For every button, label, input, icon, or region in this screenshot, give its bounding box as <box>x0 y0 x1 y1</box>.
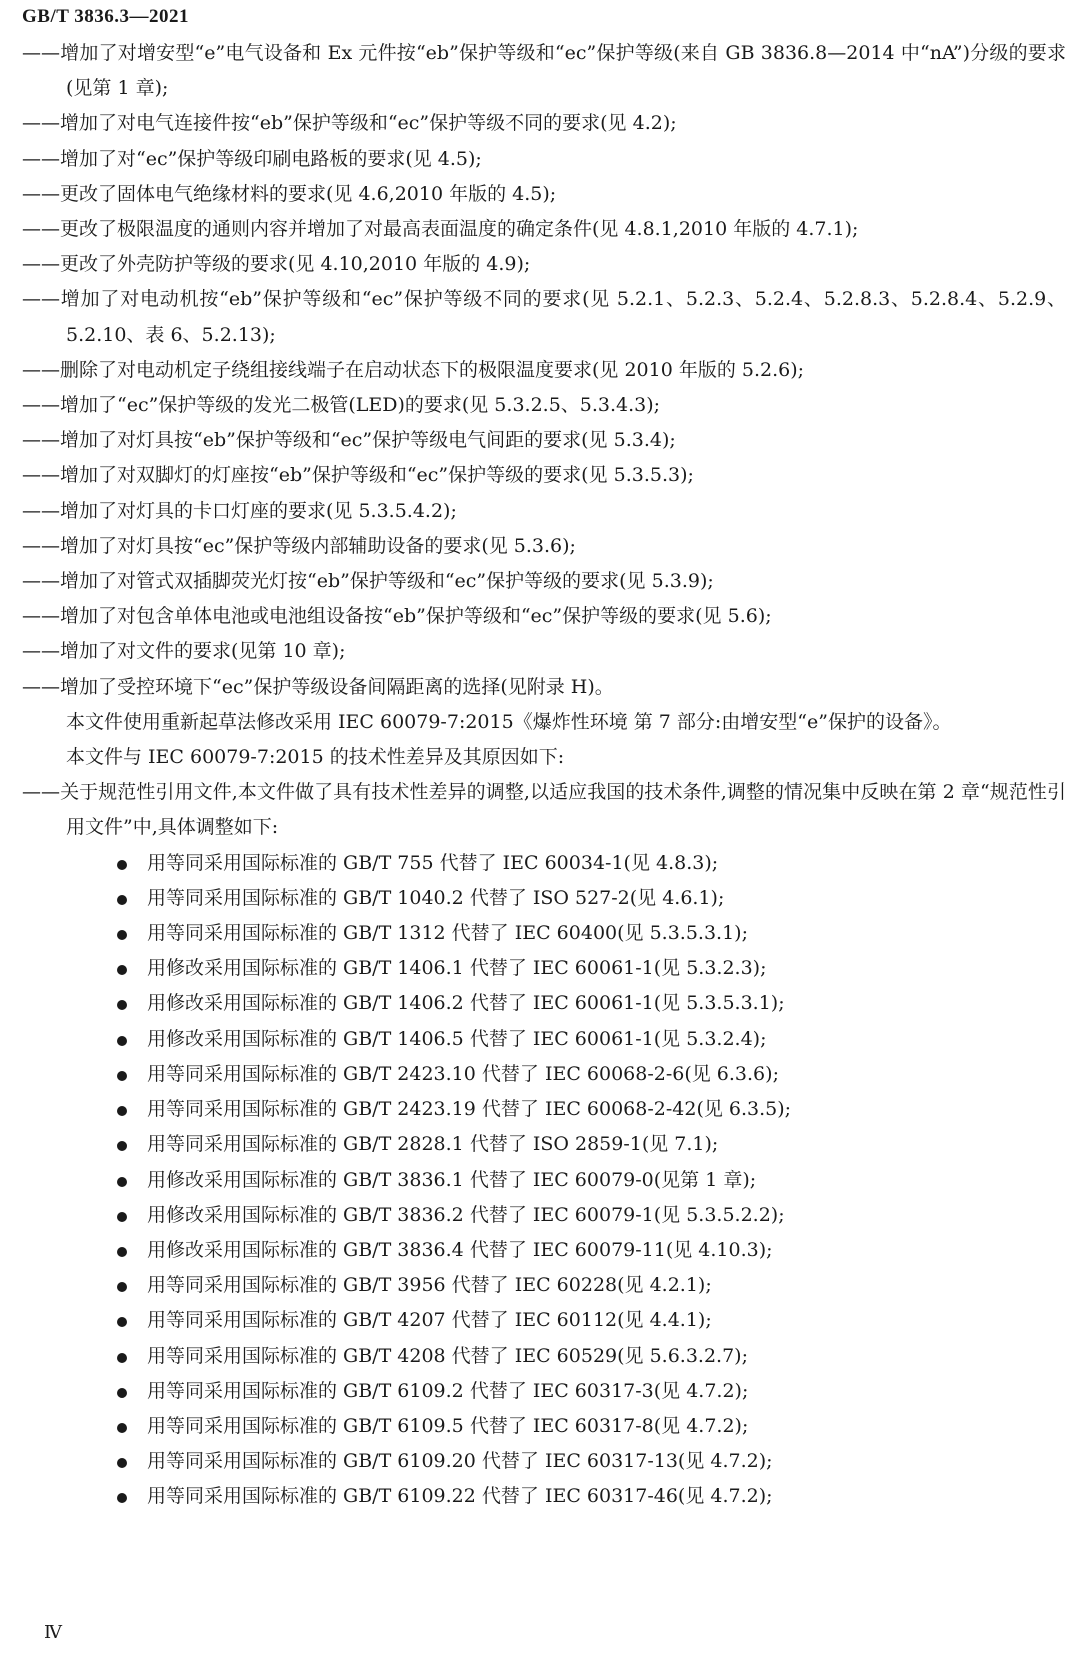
bullet-icon <box>117 860 127 870</box>
bullet-icon <box>117 1212 127 1222</box>
standard-number-header: GB/T 3836.3—2021 <box>22 6 190 27</box>
change-item: ——增加了对灯具按“ec”保护等级内部辅助设备的要求(见 5.3.6); <box>22 534 576 557</box>
reference-item <box>18 1022 1066 1057</box>
reference-text: 用等同采用国际标准的 GB/T 2423.19 代替了 IEC 60068-2-42(见 6.3.5); <box>147 1098 792 1121</box>
reference-item <box>18 1092 1066 1127</box>
reference-text: 用等同采用国际标准的 GB/T 4207 代替了 IEC 60112(见 4.4.1); <box>147 1309 712 1332</box>
adoption-statement: 本文件使用重新起草法修改采用 IEC 60079-7:2015《爆炸性环境 第 7 部分:由增安型“e”保护的设备》。 <box>66 710 952 733</box>
bullet-icon <box>117 1036 127 1046</box>
reference-text: 用修改采用国际标准的 GB/T 3836.1 代替了 IEC 60079-0(见第 1 章); <box>147 1168 757 1191</box>
change-item: ——增加了对包含单体电池或电池组设备按“eb”保护等级和“ec”保护等级的要求(见 5.6); <box>22 605 772 628</box>
reference-item <box>18 1233 1066 1268</box>
bullet-icon <box>117 1317 127 1327</box>
reference-item <box>18 1057 1066 1092</box>
reference-item <box>18 1409 1066 1444</box>
change-item: ——增加了受控环境下“ec”保护等级设备间隔距离的选择(见附录 H)。 <box>22 675 614 698</box>
reference-item <box>18 1268 1066 1303</box>
bullet-icon <box>117 1282 127 1292</box>
page-number: Ⅳ <box>44 1622 62 1642</box>
bullet-icon <box>117 1247 127 1257</box>
reference-item <box>18 1127 1066 1162</box>
bullet-icon <box>117 1388 127 1398</box>
reference-text: 用等同采用国际标准的 GB/T 6109.20 代替了 IEC 60317-13(见 4.7.2); <box>147 1450 773 1473</box>
reference-text: 用等同采用国际标准的 GB/T 3956 代替了 IEC 60228(见 4.2.1); <box>147 1274 712 1297</box>
change-item: ——增加了对电动机按“eb”保护等级和“ec”保护等级不同的要求(见 5.2.1、5.2.3、5.2.4、5.2.8.3、5.2.8.4、5.2.9、5.2.10、表 6、5.2.13); <box>22 288 1066 346</box>
reference-text: 用等同采用国际标准的 GB/T 1312 代替了 IEC 60400(见 5.3.5.3.1); <box>147 922 748 945</box>
reference-item <box>18 1339 1066 1374</box>
change-item: ——更改了外壳防护等级的要求(见 4.10,2010 年版的 4.9); <box>22 253 531 276</box>
reference-item <box>18 916 1066 951</box>
reference-text: 用等同采用国际标准的 GB/T 6109.2 代替了 IEC 60317-3(见 4.7.2); <box>147 1379 749 1402</box>
change-item: ——增加了对增安型“e”电气设备和 Ex 元件按“eb”保护等级和“ec”保护等级(来自 GB 3836.8—2014 中“nA”)分级的要求(见第 1 章); <box>22 42 1066 100</box>
differences-intro: 本文件与 IEC 60079-7:2015 的技术性差异及其原因如下: <box>66 746 565 769</box>
bullet-icon <box>117 930 127 940</box>
references-list <box>18 846 1066 1515</box>
reference-item <box>18 1163 1066 1198</box>
reference-text: 用修改采用国际标准的 GB/T 1406.2 代替了 IEC 60061-1(见 5.3.5.3.1); <box>147 992 785 1015</box>
bullet-icon <box>117 1458 127 1468</box>
reference-item <box>18 986 1066 1021</box>
change-item: ——增加了对管式双插脚荧光灯按“eb”保护等级和“ec”保护等级的要求(见 5.3.9); <box>22 570 714 593</box>
reference-text: 用等同采用国际标准的 GB/T 2828.1 代替了 ISO 2859-1(见 7.1); <box>147 1133 719 1156</box>
reference-item <box>18 846 1066 881</box>
bullet-icon <box>117 1493 127 1503</box>
changes-list <box>18 36 1066 705</box>
reference-item <box>18 1303 1066 1338</box>
reference-item <box>18 1198 1066 1233</box>
reference-text: 用等同采用国际标准的 GB/T 4208 代替了 IEC 60529(见 5.6.3.2.7); <box>147 1344 748 1367</box>
reference-item <box>18 1479 1066 1514</box>
reference-text: 用等同采用国际标准的 GB/T 1040.2 代替了 ISO 527-2(见 4.6.1); <box>147 886 725 909</box>
reference-text: 用修改采用国际标准的 GB/T 1406.5 代替了 IEC 60061-1(见 5.3.2.4); <box>147 1027 767 1050</box>
change-item: ——增加了对灯具按“eb”保护等级和“ec”保护等级电气间距的要求(见 5.3.4); <box>22 429 676 452</box>
reference-item <box>18 1374 1066 1409</box>
change-item: ——增加了对灯具的卡口灯座的要求(见 5.3.5.4.2); <box>22 499 457 522</box>
bullet-icon <box>117 895 127 905</box>
page-content <box>18 36 1066 1515</box>
change-item: ——增加了“ec”保护等级的发光二极管(LED)的要求(见 5.3.2.5、5.3.4.3); <box>22 394 661 417</box>
change-item: ——增加了对电气连接件按“eb”保护等级和“ec”保护等级不同的要求(见 4.2); <box>22 112 677 135</box>
bullet-icon <box>117 1000 127 1010</box>
reference-text: 用修改采用国际标准的 GB/T 1406.1 代替了 IEC 60061-1(见 5.3.2.3); <box>147 957 767 980</box>
bullet-icon <box>117 1071 127 1081</box>
references-intro: ——关于规范性引用文件,本文件做了具有技术性差异的调整,以适应我国的技术条件,调整的情况集中反映在第 2 章“规范性引用文件”中,具体调整如下: <box>22 781 1066 839</box>
bullet-icon <box>117 1353 127 1363</box>
reference-text: 用修改采用国际标准的 GB/T 3836.4 代替了 IEC 60079-11(见 4.10.3); <box>147 1238 773 1261</box>
change-item: ——删除了对电动机定子绕组接线端子在启动状态下的极限温度要求(见 2010 年版的 5.2.6); <box>22 358 805 381</box>
change-item: ——增加了对双脚灯的灯座按“eb”保护等级和“ec”保护等级的要求(见 5.3.5.3); <box>22 464 694 487</box>
reference-item <box>18 881 1066 916</box>
reference-text: 用等同采用国际标准的 GB/T 2423.10 代替了 IEC 60068-2-6(见 6.3.6); <box>147 1062 779 1085</box>
bullet-icon <box>117 1423 127 1433</box>
reference-text: 用等同采用国际标准的 GB/T 6109.22 代替了 IEC 60317-46(见 4.7.2); <box>147 1485 773 1508</box>
change-item: ——更改了极限温度的通则内容并增加了对最高表面温度的确定条件(见 4.8.1,2010 年版的 4.7.1); <box>22 218 859 241</box>
bullet-icon <box>117 965 127 975</box>
change-item: ——更改了固体电气绝缘材料的要求(见 4.6,2010 年版的 4.5); <box>22 182 557 205</box>
reference-item <box>18 1444 1066 1479</box>
bullet-icon <box>117 1177 127 1187</box>
reference-text: 用修改采用国际标准的 GB/T 3836.2 代替了 IEC 60079-1(见 5.3.5.2.2); <box>147 1203 785 1226</box>
change-item: ——增加了对文件的要求(见第 10 章); <box>22 640 346 663</box>
bullet-icon <box>117 1106 127 1116</box>
reference-item <box>18 951 1066 986</box>
change-item: ——增加了对“ec”保护等级印刷电路板的要求(见 4.5); <box>22 147 482 170</box>
reference-text: 用等同采用国际标准的 GB/T 755 代替了 IEC 60034-1(见 4.8.3); <box>147 851 719 874</box>
reference-text: 用等同采用国际标准的 GB/T 6109.5 代替了 IEC 60317-8(见 4.7.2); <box>147 1414 749 1437</box>
bullet-icon <box>117 1141 127 1151</box>
